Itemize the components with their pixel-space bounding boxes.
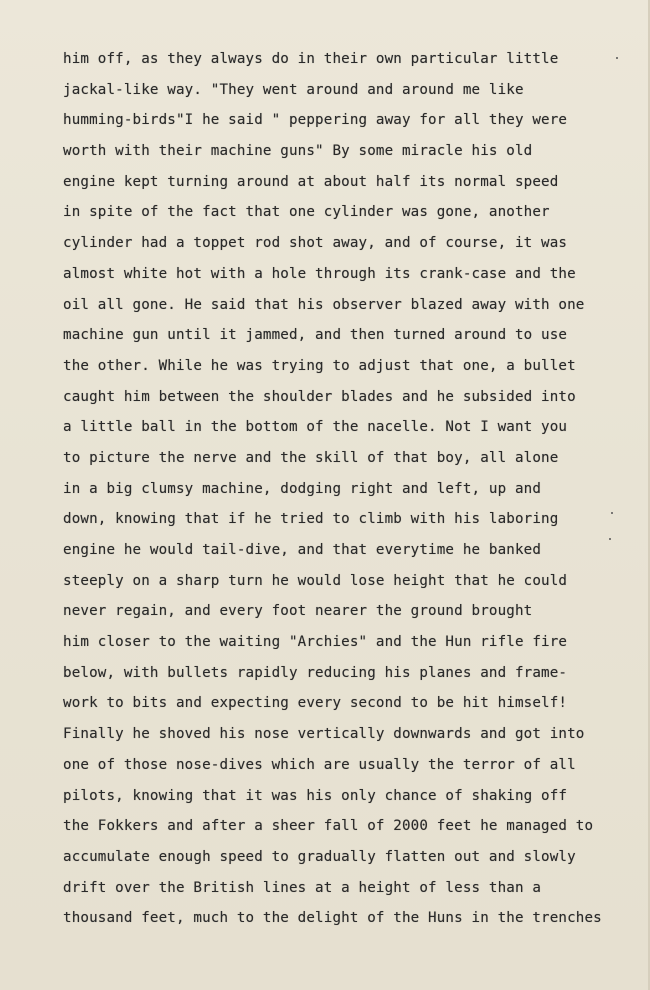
text-line: in spite of the fact that one cylinder was gone, another: [63, 204, 550, 221]
ink-speck: [616, 57, 618, 59]
text-line: the other. While he was trying to adjust that one, a bullet: [63, 357, 576, 374]
text-line: almost white hot with a hole through its crank-case and the: [63, 265, 576, 282]
text-line: steeply on a sharp turn he would lose height that he could: [63, 572, 568, 589]
text-line: engine he would tail-dive, and that everytime he banked: [63, 542, 542, 558]
text-line: thousand feet, much to the delight of the Huns in the trenches: [63, 910, 602, 927]
text-line: below, with bullets rapidly reducing his planes and frame-: [63, 664, 568, 681]
text-line: machine gun until it jammed, and then turned around to use: [63, 327, 568, 344]
text-line: worth with their machine guns" By some miracle his old: [63, 143, 533, 160]
text-line: to picture the nerve and the skill of that boy, all alone: [63, 449, 559, 466]
text-line: caught him between the shoulder blades and he subsided into: [63, 388, 576, 405]
text-line: a little ball in the bottom of the nacelle. Not I want you: [63, 419, 568, 436]
text-line: pilots, knowing that it was his only chance of shaking off: [63, 787, 568, 804]
text-line: him off, as they always do in their own particular little: [63, 51, 559, 67]
text-line: drift over the British lines at a height of less than a: [63, 879, 542, 896]
text-line: jackal-like way. "They went around and around me like: [63, 81, 524, 98]
ink-speck: [611, 512, 613, 514]
page-text: [63, 44, 648, 934]
text-line: oil all gone. He said that his observer blazed away with one: [63, 296, 585, 313]
text-line: humming-birds"I he said " peppering away for all they were: [63, 112, 568, 129]
text-line: accumulate enough speed to gradually flatten out and slowly: [63, 848, 576, 865]
text-line: never regain, and every foot nearer the ground brought: [63, 603, 533, 620]
text-line: in a big clumsy machine, dodging right and left, up and: [63, 480, 542, 497]
text-line: him closer to the waiting "Archies" and the Hun rifle fire: [63, 634, 568, 651]
ink-speck: [609, 538, 611, 540]
text-line: down, knowing that if he tried to climb with his laboring: [63, 511, 559, 528]
text-line: work to bits and expecting every second to be hit himself!: [63, 695, 568, 712]
text-line: Finally he shoved his nose vertically downwards and got into: [63, 726, 585, 743]
text-line: cylinder had a toppet rod shot away, and of course, it was: [63, 235, 568, 252]
text-line: one of those nose-dives which are usually the terror of all: [63, 756, 576, 773]
text-line: the Fokkers and after a sheer fall of 2000 feet he managed to: [63, 818, 594, 835]
text-line: engine kept turning around at about half its normal speed: [63, 173, 559, 190]
